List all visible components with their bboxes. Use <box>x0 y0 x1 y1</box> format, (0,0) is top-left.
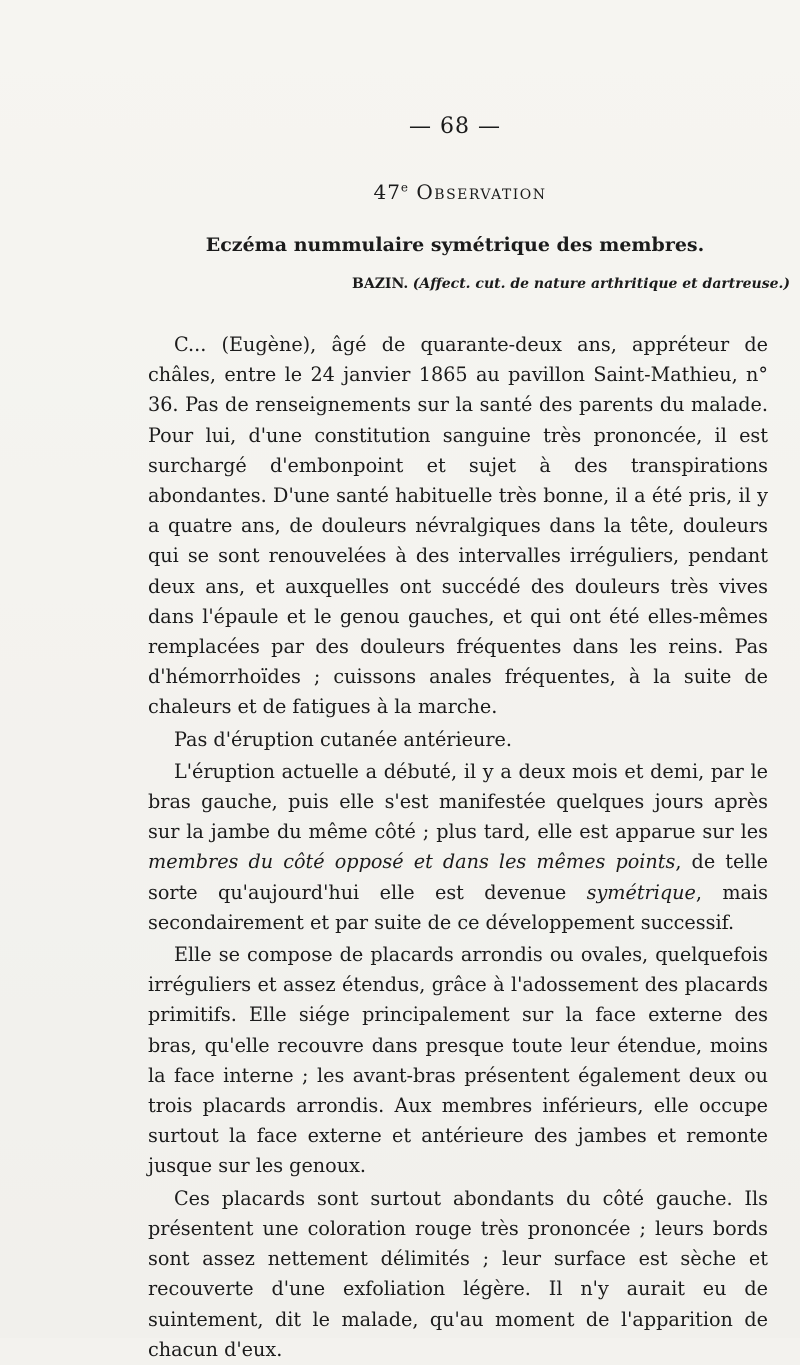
paragraph-3-text-a: L'éruption actuelle a débuté, il y a deux mois et demi, par le bras gauche, puis elle s'est manifestée quelques jours après sur la jambe du même côté ; plus tard, elle est apparue sur les <box>148 759 768 844</box>
paragraph-2: Pas d'éruption cutanée antérieure. <box>174 727 512 751</box>
body-text <box>148 330 768 1365</box>
attribution <box>352 276 792 292</box>
paragraph-3-text-b: , de telle sorte qu'aujourd'hui elle est devenue <box>148 850 768 904</box>
paragraph-1: C... (Eugène), âgé de quarante-deux ans, appréteur de châles, entre le 24 janvier 1865 au pavillon Saint-Mathieu, n° 36. Pas de renseignements sur la santé des parents du malade. Pour lui, d'une constitution sanguine très prononcée, il est surchargé d'embonpoint et sujet à des transpirations abondantes. D'une santé habituelle très bonne, il a été pris, il y a quatre ans, de douleurs névralgiques dans la tête, douleurs qui se sont renouvelées à des intervalles irréguliers, pendant deux ans, et auxquelles ont succédé des douleurs très vives dans l'épaule et le genou gauches, et qui ont été elles-mêmes remplacées par des douleurs fréquentes dans les reins. Pas d'hémorrhoïdes ; cuissons anales fréquentes, à la suite de chaleurs et de fatigues à la marche. <box>148 333 768 719</box>
paragraph-3-emphasis-a: membres du côté opposé et dans les mêmes points <box>148 850 676 874</box>
paragraph-3-text-c: , mais secondairement et par suite de ce développement successif. <box>148 880 768 934</box>
attribution-source: (Affect. cut. de nature arthritique et dartreuse.) <box>412 276 790 292</box>
observation-number: 47 <box>373 180 401 204</box>
observation-label: Observation <box>416 180 547 204</box>
page-number: — 68 — <box>409 114 501 139</box>
paragraph-5: Ces placards sont surtout abondants du côté gauche. Ils présentent une coloration rouge très prononcée ; leurs bords sont assez nettement délimités ; leur surface est sèche et recouverte d'une exfoliation légère. Il n'y aurait eu de suintement, dit le malade, qu'au moment de l'apparition de chacun d'eux. <box>148 1186 768 1361</box>
observation-subtitle: Eczéma nummulaire symétrique des membres. <box>205 234 705 256</box>
attribution-author: BAZIN. <box>352 276 409 292</box>
paragraph-3 <box>148 757 768 938</box>
paragraph-3-emphasis-b: symétrique <box>586 880 696 904</box>
paragraph-4: Elle se compose de placards arrondis ou ovales, quelquefois irréguliers et assez étendus, grâce à l'adossement des placards primitifs. Elle siége principalement sur la face externe des bras, qu'elle recouvre dans presque toute leur étendue, moins la face interne ; les avant-bras présentent également deux ou trois placards arrondis. Aux membres inférieurs, elle occupe surtout la face externe et antérieure des jambes et remonte jusque sur les genoux. <box>148 943 768 1178</box>
observation-heading <box>0 180 800 204</box>
observation-ordinal: e <box>400 180 410 195</box>
